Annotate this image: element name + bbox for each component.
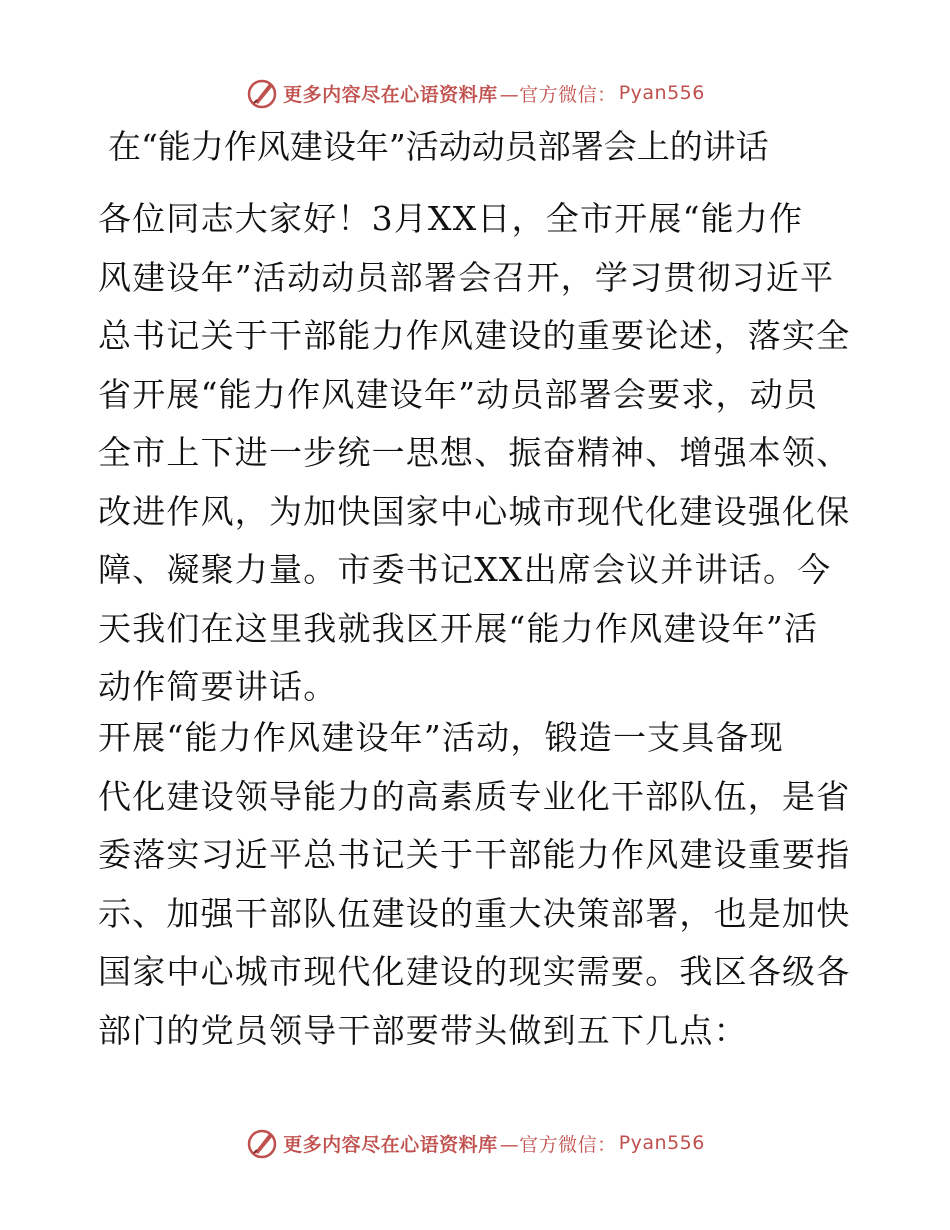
paragraph-line: 示、加强干部队伍建设的重大决策部署，也是加快 [98,893,851,933]
paragraph-line: 风建设年”活动动员部署会召开，学习贯彻习近平 [98,257,835,297]
paragraph-2 [98,709,850,1060]
paragraph-line: 障、凝聚力量。市委书记XX出席会议并讲话。今 [98,550,832,589]
quill-pen-logo-icon [245,76,279,110]
watermark-text: 更多内容尽在心语资料库 [283,1133,498,1156]
watermark-wechat-id: Pyan556 [618,82,705,104]
watermark-separator: —官方微信： [499,1133,617,1156]
paragraph-line: 各位同志大家好！3月XX日，全市开展“能力作 [98,199,804,238]
paragraph-line: 委落实习近平总书记关于干部能力作风建设重要指 [98,835,851,874]
paragraph-line: 全市上下进一步统一思想、振奋精神、增强本领、 [98,433,851,472]
footer-watermark [0,1126,950,1160]
watermark-wechat-id: Pyan556 [618,1132,705,1154]
paragraph-line: 改进作风，为加快国家中心城市现代化建设强化保 [98,491,851,531]
paragraph-line: 省开展“能力作风建设年”动员部署会要求，动员 [98,374,819,414]
paragraph-line: 动作简要讲话。 [98,667,338,706]
paragraph-1 [98,190,850,717]
paragraph-line: 代化建设领导能力的高素质专业化干部队伍，是省 [98,776,851,816]
paragraph-line: 开展“能力作风建设年”活动，锻造一支具备现 [98,718,784,757]
quill-pen-logo-icon [245,1126,279,1160]
document-title: 在“能力作风建设年”活动动员部署会上的讲话 [108,127,769,166]
header-watermark [0,76,950,110]
paragraph-line: 总书记关于干部能力作风建设的重要论述，落实全 [98,316,851,355]
watermark-separator: —官方微信： [499,83,617,106]
paragraph-line: 国家中心城市现代化建设的现实需要。我区各级各 [98,952,851,991]
watermark-text: 更多内容尽在心语资料库 [283,83,498,106]
paragraph-line: 天我们在这里我就我区开展“能力作风建设年”活 [98,608,819,648]
paragraph-line: 部门的党员领导干部要带头做到五下几点： [98,1010,748,1050]
